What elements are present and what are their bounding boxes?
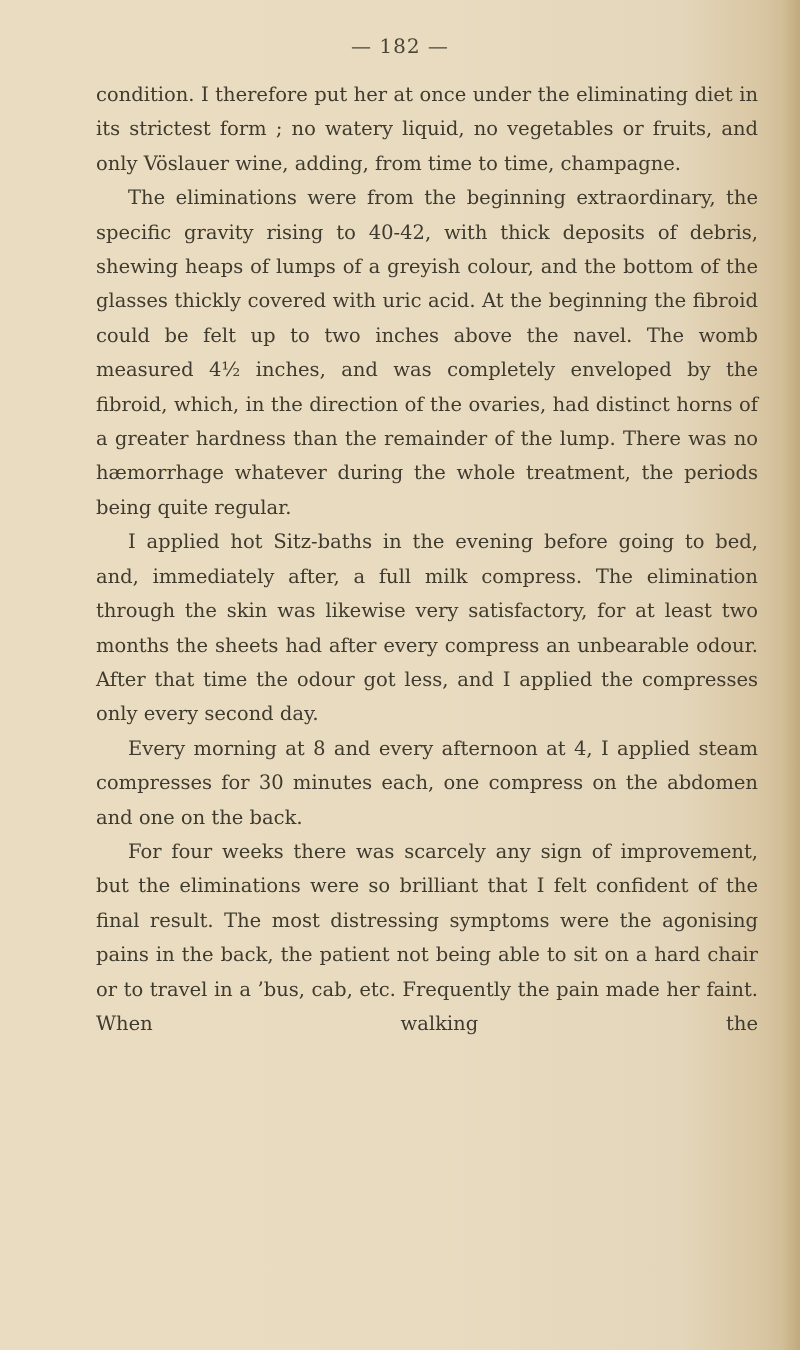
paragraph-1: condition. I therefore put her at once under the eliminating diet in its strictest form ; no watery liquid, no vegetables or fruits, and only Vöslauer wine, adding, from time to time, champagne. bbox=[96, 83, 758, 175]
page-edge-shadow bbox=[782, 0, 800, 1350]
page-body-text bbox=[96, 78, 758, 1041]
paragraph-5: For four weeks there was scarcely any sign of improvement, but the eliminations were so brilliant that I felt confident of the final result. The most distressing symptoms were the agonising pains in the back, the patient not being able to sit on a hard chair or to travel in a ’bus, cab, etc. Frequently the pain made her faint. When walking the bbox=[96, 839, 758, 1035]
paragraph-3: I applied hot Sitz-baths in the evening before going to bed, and, immediately after, a full milk compress. The elimination through the skin was likewise very satisfactory, for at least two months the sheets had after every compress an unbearable odour. After that time the odour got less, and I applied the compresses only every second day. bbox=[96, 530, 758, 726]
page-number: — 182 — bbox=[351, 34, 449, 58]
paragraph-2: The eliminations were from the beginning extraordinary, the specific gravity rising to 40-42, with thick deposits of debris, shewing heaps of lumps of a greyish colour, and the bottom of the glasses thickly covered with uric acid. At the beginning the fibroid could be felt up to two inches above the navel. The womb measured 4½ inches, and was completely enveloped by the fibroid, which, in the direction of the ovaries, had distinct horns of a greater hardness than the remainder of the lump. There was no hæmorrhage whatever during the whole treatment, the periods being quite regular. bbox=[96, 186, 758, 519]
paragraph-4: Every morning at 8 and every afternoon at 4, I applied steam compresses for 30 minutes each, one compress on the abdomen and one on the back. bbox=[96, 736, 758, 829]
